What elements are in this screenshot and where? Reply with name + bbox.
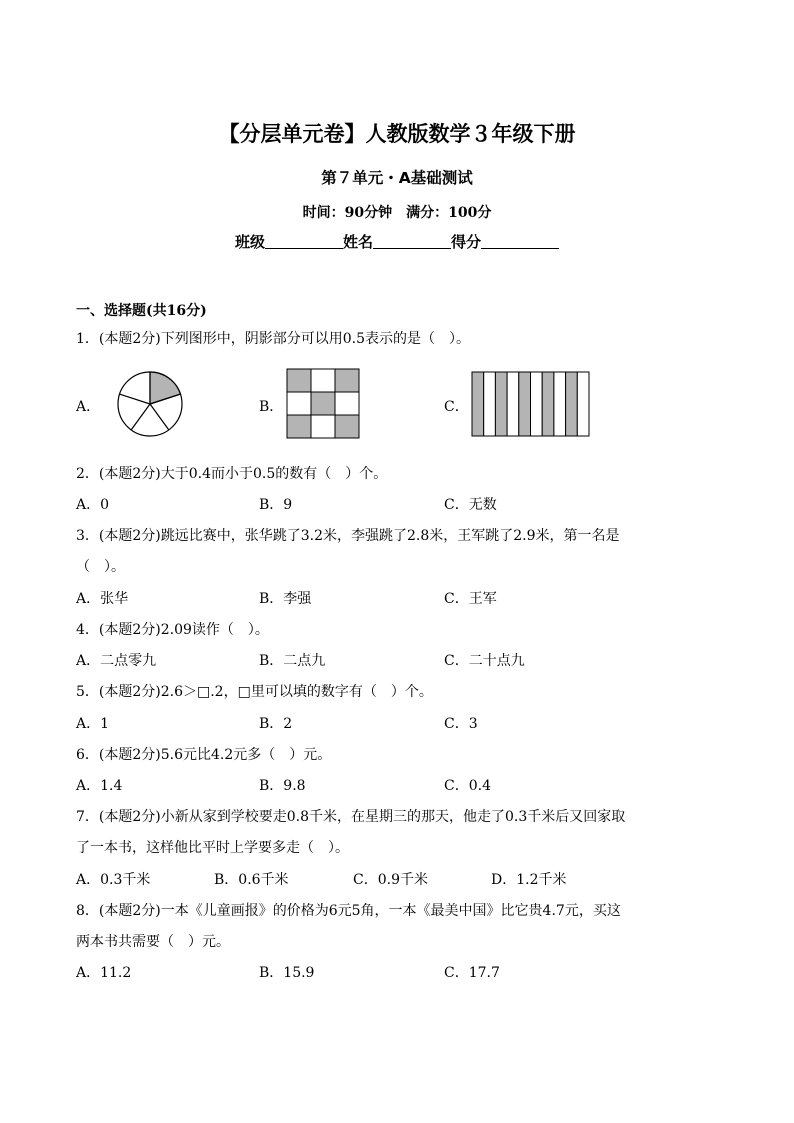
question-6-option-b: B．9.8: [259, 778, 306, 794]
question-2-option-c: C．无数: [444, 497, 497, 513]
question-4-option-b: B．二点九: [259, 653, 326, 669]
score-blank[interactable]: [481, 232, 559, 249]
question-1-option-c: C．: [444, 399, 469, 415]
page-title: 【分层单元卷】人教版数学３年级下册: [218, 122, 576, 146]
question-4-text: 4．(本题2分)2.09读作（ ）。: [76, 622, 269, 638]
question-8-option-b: B．15.9: [259, 965, 315, 981]
question-7-text: 7．(本题2分)小新从家到学校要走0.8千米，在星期三的那天，他走了0.3千米后又回家取: [76, 809, 626, 825]
question-7-option-c: C．0.9千米: [353, 872, 428, 888]
question-1-text: 1．(本题2分)下列图形中，阴影部分可以用0.5表示的是（ ）。: [76, 331, 471, 347]
question-7-text-cont: 了一本书，这样他比平时上学要多走（ ）。: [76, 840, 349, 856]
question-5-option-b: B．2: [259, 716, 293, 732]
question-8-option-a: A．11.2: [76, 965, 132, 981]
question-5-option-c: C．3: [444, 716, 478, 732]
question-8-option-c: C．17.7: [444, 965, 500, 981]
question-5-text: 5．(本题2分)2.6＞□.2，□里可以填的数字有（ ）个。: [76, 684, 433, 700]
class-label: 班级: [234, 233, 265, 251]
name-label: 姓名: [342, 233, 373, 251]
name-blank[interactable]: [373, 232, 451, 249]
question-7-option-b: B．0.6千米: [214, 872, 289, 888]
question-8-text-cont: 两本书共需要（ ）元。: [76, 934, 230, 950]
question-2-option-b: B．9: [259, 497, 293, 513]
question-6-text: 6．(本题2分)5.6元比4.2元多（ ）元。: [76, 747, 332, 763]
page-subtitle: 第７单元・A基础测试: [321, 169, 473, 187]
question-3-text-cont: （ ）。: [76, 559, 125, 575]
question-4-option-c: C．二十点九: [444, 653, 525, 669]
question-3-text: 3．(本题2分)跳远比赛中，张华跳了3.2米，李强跳了2.8米，王军跳了2.9米，第一名是: [76, 528, 620, 544]
question-3-option-c: C．王军: [444, 591, 497, 607]
question-6-option-c: C．0.4: [444, 778, 491, 794]
strips-figure-icon: [471, 371, 590, 437]
student-info-line: [0, 231, 794, 252]
question-3-option-b: B．李强: [259, 591, 312, 607]
question-3-option-a: A．张华: [76, 591, 129, 607]
question-4-option-a: A．二点零九: [76, 653, 157, 669]
question-2-text: 2．(本题2分)大于0.4而小于0.5的数有（ ）个。: [76, 466, 388, 482]
question-1-option-a: A．: [76, 399, 101, 415]
question-7-option-a: A．0.3千米: [76, 872, 151, 888]
section-heading: 一、选择题(共16分): [76, 303, 207, 319]
question-8-text: 8．(本题2分)一本《儿童画报》的价格为6元5角，一本《最美中国》比它贵4.7元，买这: [76, 903, 621, 919]
score-label: 得分: [451, 233, 482, 251]
question-2-option-a: A．0: [76, 497, 110, 513]
class-blank[interactable]: [265, 232, 343, 249]
question-5-option-a: A．1: [76, 716, 110, 732]
question-6-option-a: A．1.4: [76, 778, 123, 794]
time-info: 时间：90分钟 满分：100分: [302, 205, 492, 221]
pie-figure-icon: [116, 370, 184, 438]
question-7-option-d: D．1.2千米: [491, 872, 567, 888]
question-1-option-b: B．: [259, 399, 284, 415]
grid-figure-icon: [286, 368, 360, 439]
